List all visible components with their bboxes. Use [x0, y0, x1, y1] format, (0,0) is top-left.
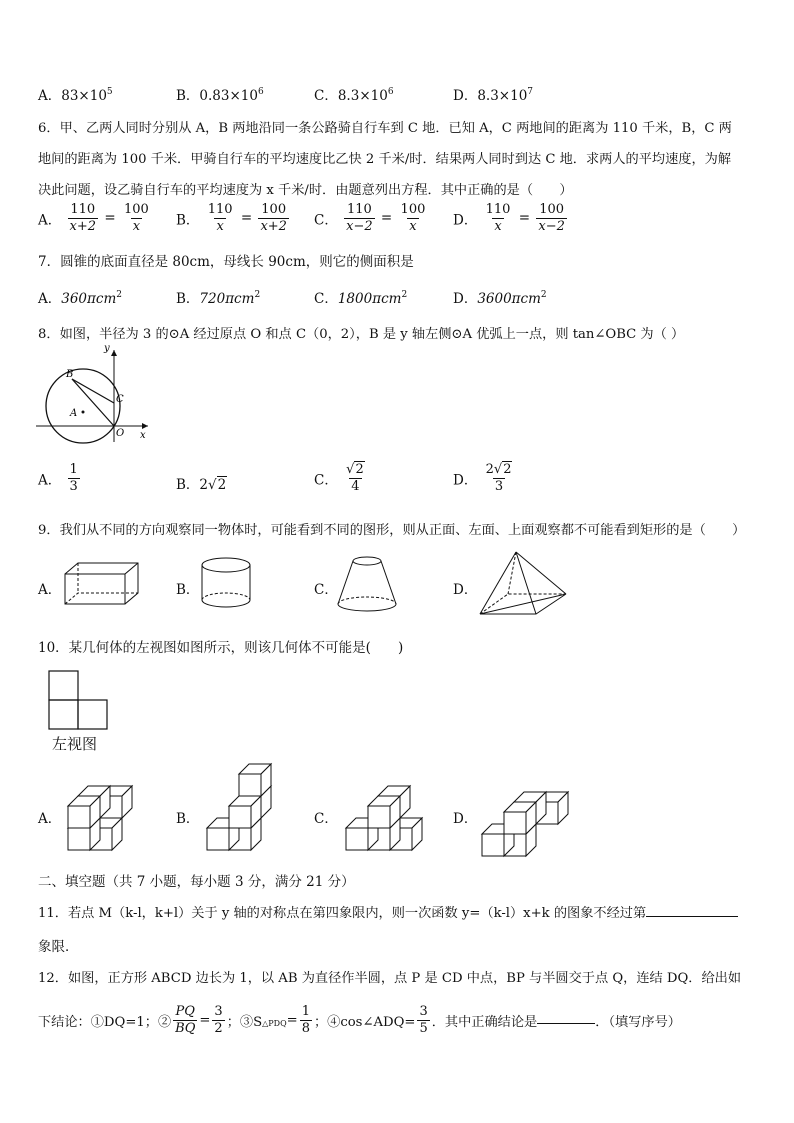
q8-label-a: A: [70, 408, 78, 419]
q7-option-b: B．720πcm$^2$: [176, 290, 261, 307]
q5-option-b: B．$0.83\times 10^6$: [176, 87, 264, 104]
q8-stem: 8．如图，半径为 3 的⊙A 经过原点 O 和点 C（0，2），B 是 y 轴左侧⊙A 优弧上一点，则 tan∠OBC 为（ ）: [38, 327, 685, 342]
section-2-title: 二、填空题（共 7 小题，每小题 3 分，满分 21 分）: [38, 874, 355, 890]
q10-option-c-letter: C．: [314, 811, 338, 827]
q8-option-b: B．2√2: [176, 477, 227, 493]
q9-option-d-letter: D．: [453, 582, 478, 598]
cube: [239, 764, 271, 796]
q12-stem-line2: 下结论：①DQ=1；② $\frac{PQ}{BQ}$ = $\frac{3}{2}$ ；$③S_{\triangle PDQ}=$ $\frac{1}{8}$ ；④cos∠ADQ= $\frac{3}{5}$ ．其中正确结论是 ．（填写序号）: [38, 1004, 681, 1036]
q9-option-d-pyramid: [478, 550, 570, 618]
q5-option-d: D．$8.3\times 10^7$: [453, 87, 534, 104]
q10-stem: 10．某几何体的左视图如图所示，则该几何体不可能是( ): [38, 640, 404, 656]
q8-option-d: D． $\frac{2√2}{3}$: [453, 462, 512, 494]
q8-option-c: C． $\frac{√2}{4}$: [314, 462, 364, 494]
q6-option-a: A． $\frac{110}{x+2}$ = $\frac{100}{x}$: [38, 202, 149, 234]
q6-option-b: B． $\frac{110}{x}$ = $\frac{100}{x+2}$: [176, 202, 287, 234]
cube: [368, 796, 400, 828]
q8-label-b: B: [66, 369, 74, 380]
q6-stem-line1: 6．甲、乙两人同时分别从 A，B 两地沿同一条公路骑自行车到 C 地．已知 A，C 两地间的距离为 110 千米，B，C 两: [38, 121, 732, 136]
q10-option-b-cubes: [203, 774, 283, 854]
q8-label-c: C: [116, 394, 124, 405]
q7-option-a: A．360πcm$^2$: [38, 290, 122, 307]
q7-option-c: C．1800πcm$^2$: [314, 290, 408, 307]
q6-stem-line3: 决此问题，设乙骑自行车的平均速度为 x 千米/时．由题意列出方程．其中正确的是（ ）: [38, 183, 573, 198]
q10-left-view: [48, 670, 110, 732]
q8-label-x: x: [140, 430, 146, 441]
q5-option-c: C．$8.3\times 10^6$: [314, 87, 394, 104]
q7-option-d: D．3600πcm$^2$: [453, 290, 547, 307]
q9-option-a-cuboid: [62, 560, 142, 610]
q12-stem-line1: 12．如图，正方形 ABCD 边长为 1，以 AB 为直径作半圆，点 P 是 CD 中点，BP 与半圆交于点 Q，连结 DQ．给出如: [38, 971, 742, 986]
q6-stem-line2: 地间的距离为 100 千米．甲骑自行车的平均速度比乙快 2 千米/时．结果两人同时到达 C 地．求两人的平均速度，为解: [38, 152, 732, 167]
q6-option-d: D． $\frac{110}{x}$ = $\frac{100}{x-2}$: [453, 202, 565, 234]
q10-left-view-caption: 左视图: [52, 735, 98, 753]
q11-stem-line1: 11．若点 M（k-l，k+l）关于 y 轴的对称点在第四象限内，则一次函数 y=（k-l）x+k 的图象不经过第: [38, 902, 738, 921]
q11-stem-line2: 象限．: [38, 939, 79, 955]
q10-option-c-cubes: [342, 774, 442, 854]
q9-stem: 9．我们从不同的方向观察同一物体时，可能看到不同的图形，则从正面、左面、上面观察都不可能看到矩形的是（ ）: [38, 523, 746, 538]
q7-stem: 7．圆锥的底面直径是 80cm，母线长 90cm，则它的侧面积是: [38, 254, 414, 270]
q5-option-a: A．$83\times 10^5$: [38, 87, 113, 104]
q9-option-b-cylinder: [200, 556, 256, 612]
q6-option-c: C． $\frac{110}{x-2}$ = $\frac{100}{x}$: [314, 202, 426, 234]
q9-option-c-letter: C．: [314, 582, 338, 598]
q10-option-a-cubes: [64, 774, 144, 854]
q10-option-a-letter: A．: [38, 811, 62, 827]
q10-option-d-cubes: [478, 770, 568, 860]
q8-label-o: O: [116, 428, 125, 439]
cube: [229, 796, 261, 828]
q10-option-b-letter: B．: [176, 811, 200, 827]
cube: [504, 802, 536, 834]
q9-option-c-frustum: [334, 554, 404, 618]
q9-option-b-letter: B．: [176, 582, 200, 598]
q9-option-a-letter: A．: [38, 582, 62, 598]
q10-option-d-letter: D．: [453, 811, 478, 827]
q8-label-y: y: [104, 343, 110, 354]
q8-circle-figure: [36, 343, 156, 446]
cube: [68, 796, 100, 828]
q8-option-a: A． $\frac{1}{3}$: [38, 462, 78, 494]
